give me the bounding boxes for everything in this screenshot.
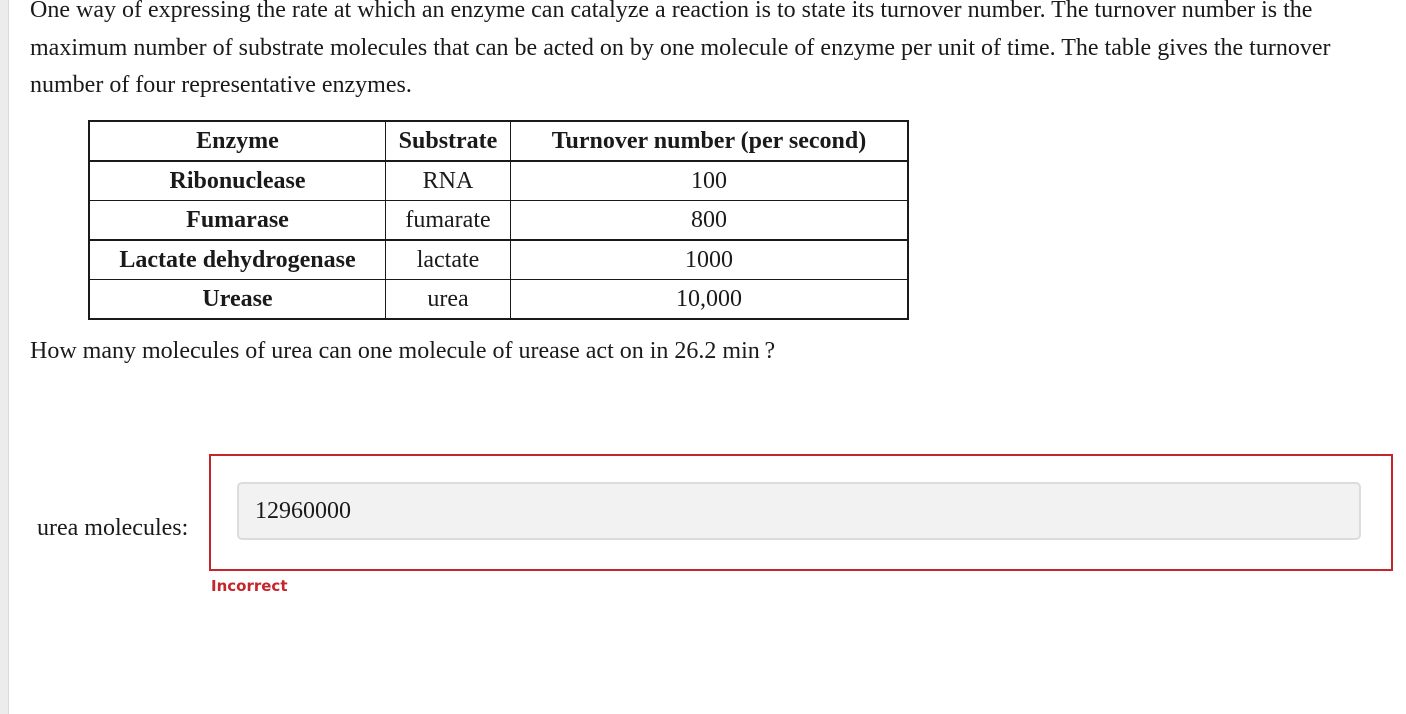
cell-enzyme: Urease (89, 280, 386, 320)
cell-turnover: 1000 (511, 240, 909, 280)
answer-label: urea molecules: (37, 515, 189, 541)
table-row (89, 280, 908, 320)
urea-molecules-input[interactable] (237, 482, 1361, 540)
status-message: Incorrect (211, 577, 288, 595)
table-row (89, 161, 908, 201)
intro-paragraph: One way of expressing the rate at which an enzyme can catalyze a reaction is to state its turnover number. The turnover number is the maximum number of substrate molecules that can be acted on by one molecule of enzyme per unit of time. The table gives the turnover number of four representative enzymes. (30, 0, 1331, 98)
answer-field-container (209, 454, 1393, 571)
header-enzyme: Enzyme (89, 121, 386, 161)
header-substrate: Substrate (386, 121, 511, 161)
cell-substrate: lactate (386, 240, 511, 280)
cell-substrate: fumarate (386, 201, 511, 241)
table-row (89, 201, 908, 241)
cell-substrate: RNA (386, 161, 511, 201)
question-text: How many molecules of urea can one molecule of urease act on in 26.2 min ? (30, 338, 776, 364)
cell-enzyme: Fumarase (89, 201, 386, 241)
cell-enzyme: Lactate dehydrogenase (89, 240, 386, 280)
cell-turnover: 10,000 (511, 280, 909, 320)
cell-turnover: 800 (511, 201, 909, 241)
table-header-row (89, 121, 908, 161)
cell-enzyme: Ribonuclease (89, 161, 386, 201)
left-border (0, 0, 9, 714)
cell-turnover: 100 (511, 161, 909, 201)
table-row (89, 240, 908, 280)
cell-substrate: urea (386, 280, 511, 320)
header-turnover: Turnover number (per second) (511, 121, 909, 161)
turnover-table (88, 120, 909, 320)
